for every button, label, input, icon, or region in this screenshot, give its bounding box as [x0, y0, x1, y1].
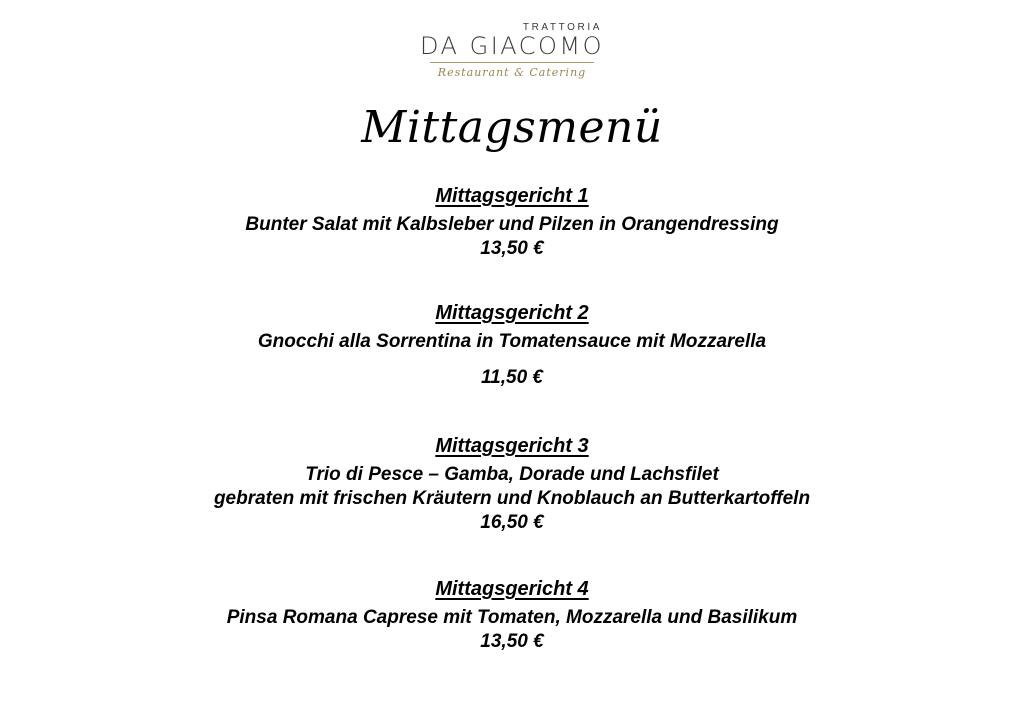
menu-item-1: [0, 184, 1024, 261]
menu-item-heading: Mittagsgericht 4: [435, 578, 589, 600]
menu-item-description: Bunter Salat mit Kalbsleber und Pilzen in Orangendressing: [245, 214, 779, 235]
menu-item-heading: Mittagsgericht 3: [435, 435, 589, 457]
restaurant-logo: [0, 22, 1024, 81]
menu-item-2: [0, 301, 1024, 390]
menu-item-price: 16,50 €: [480, 512, 544, 533]
logo-divider: [430, 62, 594, 63]
menu-item-description: Trio di Pesce – Gamba, Dorade und Lachsfilet: [305, 464, 719, 485]
menu-item-heading: Mittagsgericht 2: [435, 302, 589, 324]
menu-item-price: 13,50 €: [480, 631, 544, 652]
menu-item-price: 13,50 €: [480, 238, 544, 259]
logo-overline: TRATTORIA: [522, 22, 603, 33]
logo-tagline: Restaurant & Catering: [437, 66, 587, 79]
menu-title: Mittagsmenü: [361, 102, 663, 153]
menu-item-3: [0, 434, 1024, 535]
menu-item-heading: Mittagsgericht 1: [435, 185, 589, 207]
menu-item-description-continued: gebraten mit frischen Kräutern und Knoblauch an Butterkartoffeln: [213, 488, 811, 509]
menu-item-4: [0, 577, 1024, 654]
menu-item-description: Pinsa Romana Caprese mit Tomaten, Mozzarella und Basilikum: [226, 607, 798, 628]
logo-name: DA GIACOMO: [419, 32, 605, 60]
logo-block: [420, 22, 604, 80]
menu-item-price: 11,50 €: [481, 367, 543, 388]
menu-item-description: Gnocchi alla Sorrentina in Tomatensauce mit Mozzarella: [257, 331, 767, 352]
